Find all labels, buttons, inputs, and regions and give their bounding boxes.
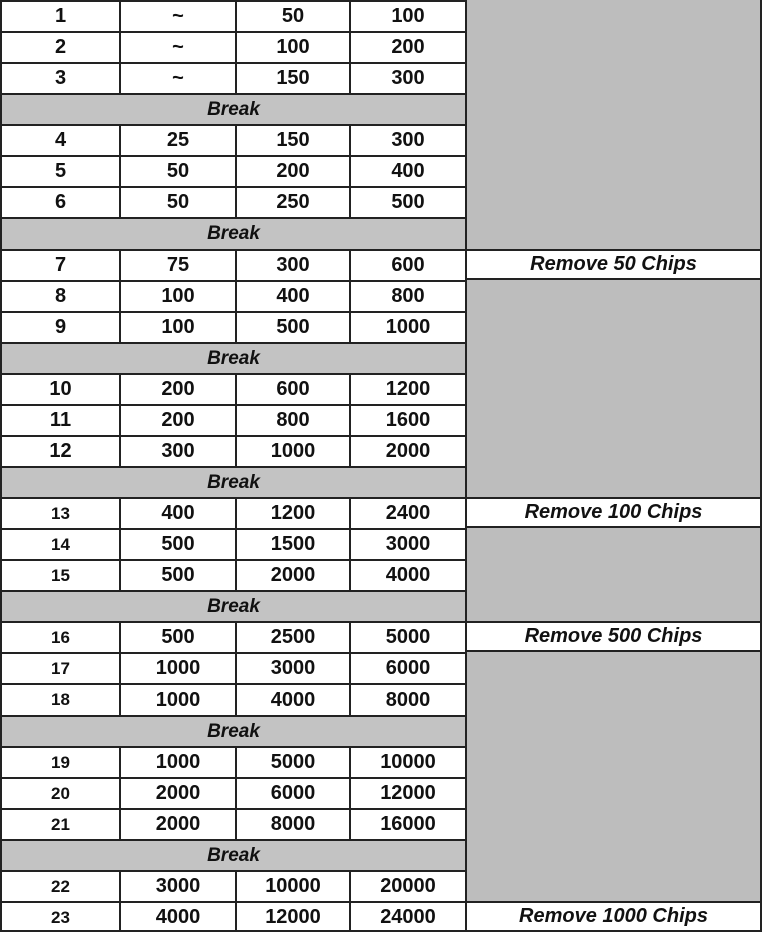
side-gray-block	[465, 31, 760, 62]
level-cell: 14	[0, 528, 119, 559]
ante-cell: ~	[119, 62, 235, 93]
break-row: Break	[0, 715, 465, 746]
side-gray-block	[465, 559, 760, 590]
side-gray-block	[465, 528, 760, 559]
level-cell: 8	[0, 280, 119, 311]
ante-cell: 400	[119, 497, 235, 528]
big-blind-cell: 20000	[349, 870, 465, 901]
small-blind-cell: 100	[235, 31, 349, 62]
ante-cell: 75	[119, 249, 235, 280]
big-blind-cell: 300	[349, 62, 465, 93]
level-cell: 23	[0, 901, 119, 932]
side-gray-block	[465, 217, 760, 249]
small-blind-cell: 1200	[235, 497, 349, 528]
level-cell: 15	[0, 559, 119, 590]
big-blind-cell: 1200	[349, 373, 465, 404]
break-row: Break	[0, 93, 465, 124]
level-cell: 10	[0, 373, 119, 404]
big-blind-cell: 24000	[349, 901, 465, 932]
side-gray-block	[465, 404, 760, 435]
level-cell: 21	[0, 808, 119, 839]
small-blind-cell: 200	[235, 155, 349, 186]
side-gray-block	[465, 311, 760, 342]
level-cell: 6	[0, 186, 119, 217]
ante-cell: 500	[119, 528, 235, 559]
big-blind-cell: 1600	[349, 404, 465, 435]
small-blind-cell: 50	[235, 0, 349, 31]
big-blind-cell: 500	[349, 186, 465, 217]
side-gray-block	[465, 777, 760, 808]
small-blind-cell: 10000	[235, 870, 349, 901]
level-cell: 20	[0, 777, 119, 808]
big-blind-cell: 3000	[349, 528, 465, 559]
side-gray-block	[465, 373, 760, 404]
big-blind-cell: 800	[349, 280, 465, 311]
break-row: Break	[0, 342, 465, 373]
small-blind-cell: 2000	[235, 559, 349, 590]
small-blind-cell: 600	[235, 373, 349, 404]
big-blind-cell: 16000	[349, 808, 465, 839]
side-gray-block	[465, 435, 760, 466]
level-cell: 9	[0, 311, 119, 342]
ante-cell: 1000	[119, 683, 235, 715]
big-blind-cell: 200	[349, 31, 465, 62]
side-gray-block	[465, 808, 760, 839]
small-blind-cell: 5000	[235, 746, 349, 777]
side-gray-block	[465, 715, 760, 746]
side-gray-block	[465, 870, 760, 901]
big-blind-cell: 300	[349, 124, 465, 155]
ante-cell: 3000	[119, 870, 235, 901]
big-blind-cell: 100	[349, 0, 465, 31]
level-cell: 19	[0, 746, 119, 777]
ante-cell: ~	[119, 0, 235, 31]
level-cell: 12	[0, 435, 119, 466]
small-blind-cell: 500	[235, 311, 349, 342]
ante-cell: 2000	[119, 777, 235, 808]
small-blind-cell: 800	[235, 404, 349, 435]
big-blind-cell: 1000	[349, 311, 465, 342]
level-cell: 22	[0, 870, 119, 901]
ante-cell: 100	[119, 311, 235, 342]
level-cell: 1	[0, 0, 119, 31]
remove-chips-note: Remove 50 Chips	[465, 249, 760, 280]
level-cell: 7	[0, 249, 119, 280]
remove-chips-note: Remove 100 Chips	[465, 497, 760, 528]
level-cell: 3	[0, 62, 119, 93]
small-blind-cell: 1500	[235, 528, 349, 559]
level-cell: 2	[0, 31, 119, 62]
side-gray-block	[465, 683, 760, 715]
remove-chips-note: Remove 500 Chips	[465, 621, 760, 652]
small-blind-cell: 300	[235, 249, 349, 280]
remove-chips-note: Remove 1000 Chips	[465, 901, 760, 932]
ante-cell: ~	[119, 31, 235, 62]
level-cell: 11	[0, 404, 119, 435]
ante-cell: 25	[119, 124, 235, 155]
small-blind-cell: 4000	[235, 683, 349, 715]
side-gray-block	[465, 652, 760, 683]
side-gray-block	[465, 155, 760, 186]
big-blind-cell: 4000	[349, 559, 465, 590]
level-cell: 16	[0, 621, 119, 652]
break-row: Break	[0, 466, 465, 497]
side-gray-block	[465, 186, 760, 217]
side-gray-block	[465, 466, 760, 497]
break-row: Break	[0, 839, 465, 870]
break-row: Break	[0, 217, 465, 249]
level-cell: 5	[0, 155, 119, 186]
side-gray-block	[465, 839, 760, 870]
small-blind-cell: 150	[235, 124, 349, 155]
side-gray-block	[465, 124, 760, 155]
big-blind-cell: 5000	[349, 621, 465, 652]
small-blind-cell: 1000	[235, 435, 349, 466]
ante-cell: 1000	[119, 652, 235, 683]
ante-cell: 500	[119, 621, 235, 652]
ante-cell: 50	[119, 186, 235, 217]
side-gray-block	[465, 62, 760, 93]
level-cell: 4	[0, 124, 119, 155]
small-blind-cell: 12000	[235, 901, 349, 932]
ante-cell: 1000	[119, 746, 235, 777]
big-blind-cell: 6000	[349, 652, 465, 683]
big-blind-cell: 2400	[349, 497, 465, 528]
level-cell: 17	[0, 652, 119, 683]
side-gray-block	[465, 280, 760, 311]
break-row: Break	[0, 590, 465, 621]
ante-cell: 2000	[119, 808, 235, 839]
level-cell: 18	[0, 683, 119, 715]
big-blind-cell: 400	[349, 155, 465, 186]
ante-cell: 200	[119, 373, 235, 404]
big-blind-cell: 12000	[349, 777, 465, 808]
small-blind-cell: 250	[235, 186, 349, 217]
small-blind-cell: 2500	[235, 621, 349, 652]
side-gray-block	[465, 746, 760, 777]
big-blind-cell: 600	[349, 249, 465, 280]
small-blind-cell: 6000	[235, 777, 349, 808]
small-blind-cell: 400	[235, 280, 349, 311]
small-blind-cell: 8000	[235, 808, 349, 839]
small-blind-cell: 150	[235, 62, 349, 93]
ante-cell: 4000	[119, 901, 235, 932]
side-gray-block	[465, 590, 760, 621]
table-right-edge	[760, 0, 768, 932]
ante-cell: 300	[119, 435, 235, 466]
big-blind-cell: 8000	[349, 683, 465, 715]
small-blind-cell: 3000	[235, 652, 349, 683]
big-blind-cell: 2000	[349, 435, 465, 466]
ante-cell: 100	[119, 280, 235, 311]
ante-cell: 500	[119, 559, 235, 590]
level-cell: 13	[0, 497, 119, 528]
ante-cell: 50	[119, 155, 235, 186]
side-gray-block	[465, 342, 760, 373]
big-blind-cell: 10000	[349, 746, 465, 777]
ante-cell: 200	[119, 404, 235, 435]
side-gray-block	[465, 0, 760, 31]
side-gray-block	[465, 93, 760, 124]
